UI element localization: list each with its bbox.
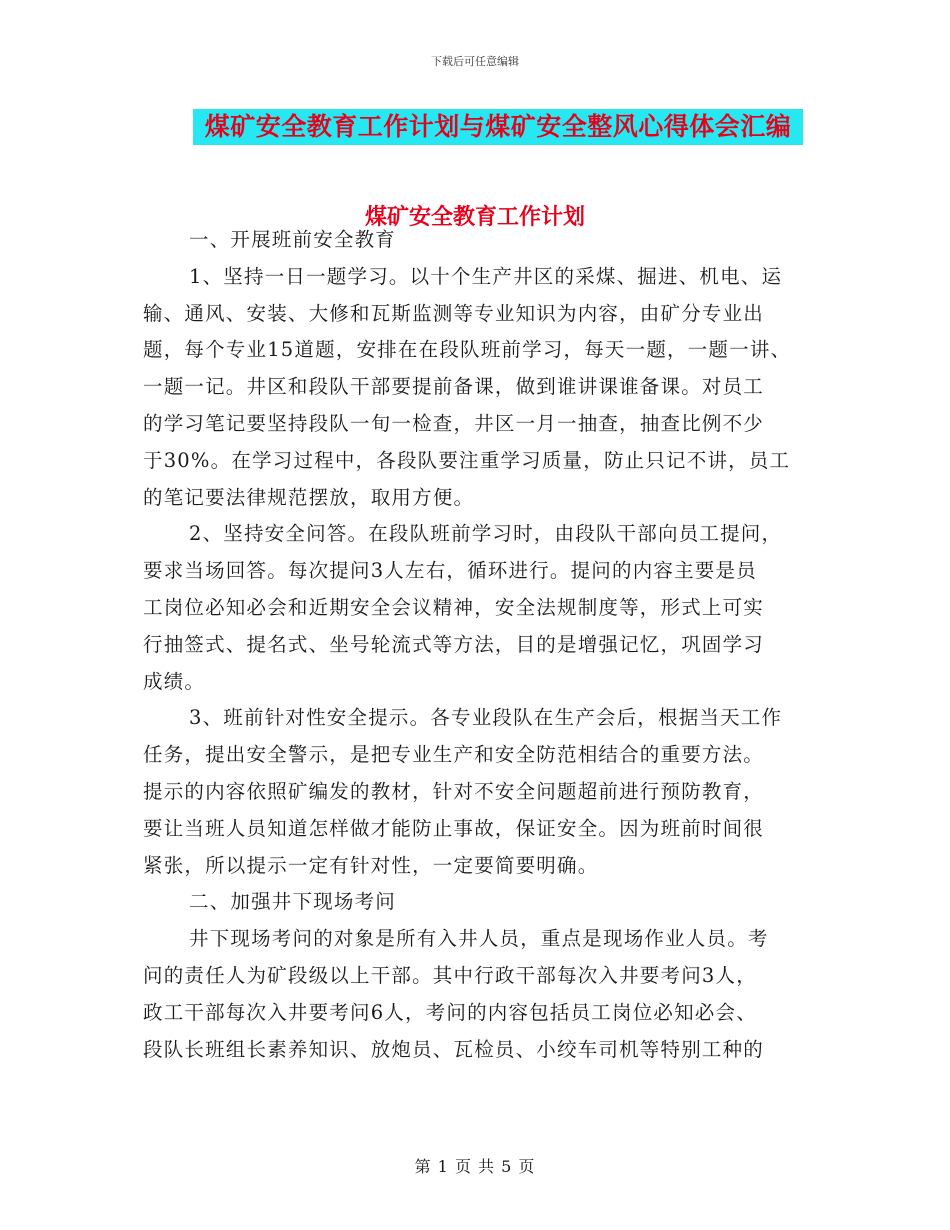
heading-2: 二、加强井下现场考问 xyxy=(189,890,397,914)
section-title: 煤矿安全教育工作计划 xyxy=(364,205,585,230)
paragraph-line: 一题一记。井区和段队干部要提前备课，做到谁讲课谁备课。对员工 xyxy=(143,375,765,399)
paragraph-line: 井下现场考问的对象是所有入井人员，重点是现场作业人员。考 xyxy=(189,927,769,951)
paragraph-line: 1、坚持一日一题学习。以十个生产井区的采煤、掘进、机电、运 xyxy=(189,264,783,288)
paragraph-line: 任务，提出安全警示，是把专业生产和安全防范相结合的重要方法。 xyxy=(143,743,765,767)
paragraph-line: 输、通风、安装、大修和瓦斯监测等专业知识为内容，由矿分专业出 xyxy=(143,301,765,325)
paragraph-line: 要求当场回答。每次提问3人左右，循环进行。提问的内容主要是员 xyxy=(143,559,757,583)
paragraph-line: 问的责任人为矿段级以上干部。其中行政干部每次入井要考问3人， xyxy=(143,963,757,987)
header-note: 下载后可任意编辑 xyxy=(431,55,519,68)
document-title: 煤矿安全教育工作计划与煤矿安全整风心得体会汇编 xyxy=(193,109,803,145)
paragraph-line: 段队长班组长素养知识、放炮员、瓦检员、小绞车司机等特别工种的 xyxy=(143,1037,765,1061)
paragraph-line: 提示的内容依照矿编发的教材，针对不安全问题超前进行预防教育， xyxy=(143,779,765,803)
paragraph-line: 行抽签式、提名式、坐号轮流式等方法，目的是增强记忆，巩固学习 xyxy=(143,632,765,656)
paragraph-line: 的笔记要法律规范摆放，取用方便。 xyxy=(143,485,475,509)
paragraph-line: 紧张，所以提示一定有针对性，一定要简要明确。 xyxy=(143,853,599,877)
document-body xyxy=(143,222,811,1068)
paragraph-line: 3、班前针对性安全提示。各专业段队在生产会后，根据当天工作 xyxy=(189,706,783,730)
paragraph-line: 成绩。 xyxy=(143,669,206,693)
paragraph-line: 工岗位必知必会和近期安全会议精神，安全法规制度等，形式上可实 xyxy=(143,595,765,619)
paragraph-line: 题，每个专业15道题，安排在在段队班前学习，每天一题，一题一讲、 xyxy=(143,338,792,362)
paragraph-line: 于30%。在学习过程中，各段队要注重学习质量，防止只记不讲，员工 xyxy=(143,448,791,472)
paragraph-line: 的学习笔记要坚持段队一旬一检查，井区一月一抽查，抽查比例不少 xyxy=(143,411,765,435)
paragraph-line: 政工干部每次入井要考问6人，考问的内容包括员工岗位必知必会、 xyxy=(143,1000,757,1024)
paragraph-line: 2、坚持安全问答。在段队班前学习时，由段队干部向员工提问， xyxy=(189,522,783,546)
page-footer: 第 1 页 共 5 页 xyxy=(414,1157,536,1176)
heading-1: 一、开展班前安全教育 xyxy=(189,228,397,251)
paragraph-line: 要让当班人员知道怎样做才能防止事故，保证安全。因为班前时间很 xyxy=(143,816,765,840)
